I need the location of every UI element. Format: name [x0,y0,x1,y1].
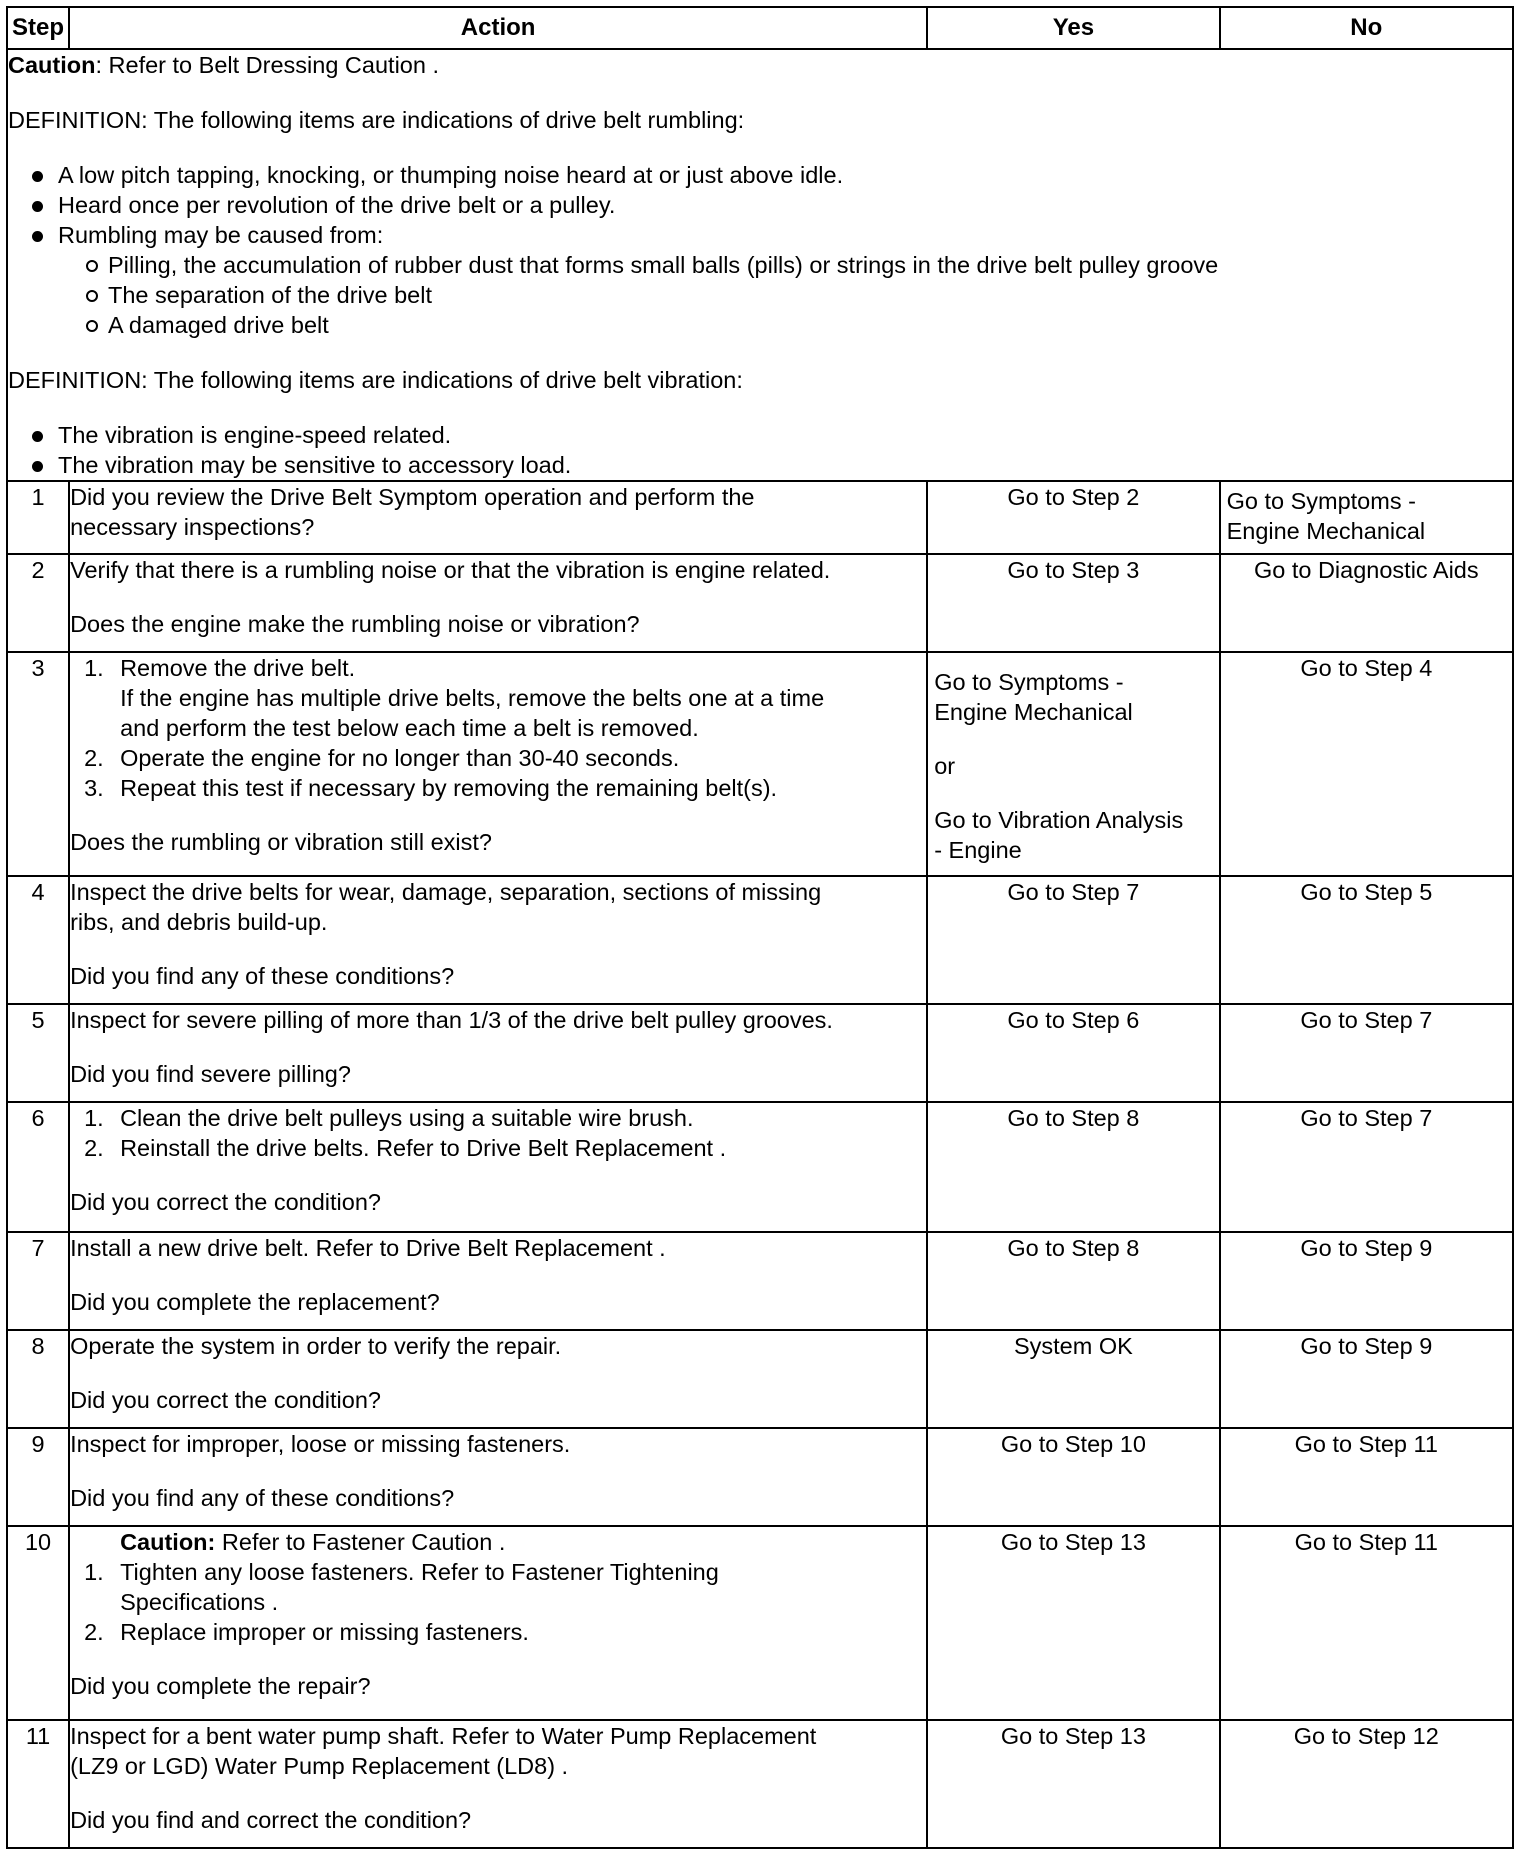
table-row [7,1102,1513,1232]
yes-cell [927,652,1219,876]
yes-cell: Go to Step 6 [927,1004,1219,1102]
caution-label: Caution [8,52,96,78]
yes-text: Engine Mechanical [934,699,1133,725]
list-item [70,743,926,773]
item-number: 2. [84,745,104,771]
yes-cell: Go to Step 13 [927,1720,1219,1848]
step-number: 11 [7,1720,69,1848]
list-item [70,1133,926,1163]
step-number: 5 [7,1004,69,1102]
table-row [7,652,1513,876]
action-text: Install a new drive belt. Refer to Drive Belt Replacement . [70,1235,666,1261]
yes-cell: System OK [927,1330,1219,1428]
intro-cell [7,49,1513,481]
action-cell [69,1232,927,1330]
yes-text: or [934,753,956,779]
table-row [7,1330,1513,1428]
fastener-caution [70,1527,926,1557]
belt-dressing-caution [8,50,1512,80]
header-step: Step [7,7,69,49]
action-question: Did you find and correct the condition? [70,1807,472,1833]
no-text: Engine Mechanical [1226,518,1426,544]
list-item [70,773,926,803]
action-question: Did you find severe pilling? [70,1061,351,1087]
item-number: 1. [84,1105,104,1131]
table-row [7,481,1513,554]
yes-text: - Engine [934,837,1022,863]
list-item: A low pitch tapping, knocking, or thumping noise heard at or just above idle. [8,160,1512,190]
action-cell [69,1526,927,1720]
list-item [70,653,926,743]
action-question: Does the engine make the rumbling noise or vibration? [70,611,640,637]
list-item-text: Rumbling may be caused from: [58,222,384,248]
intro-row [7,49,1513,481]
list-item: The separation of the drive belt [8,280,1512,310]
item-number: 2. [84,1135,104,1161]
action-cell [69,1330,927,1428]
yes-text: Go to Vibration Analysis [934,807,1184,833]
rumbling-definition: DEFINITION: The following items are indications of drive belt rumbling: [8,107,745,133]
action-cell [69,1004,927,1102]
yes-cell: Go to Step 2 [927,481,1219,554]
item-number: 1. [84,655,104,681]
header-action: Action [69,7,927,49]
no-cell: Go to Step 9 [1220,1330,1513,1428]
list-item: Pilling, the accumulation of rubber dust that forms small balls (pills) or strings in the drive belt pulley groove [8,250,1512,280]
step-number: 8 [7,1330,69,1428]
action-question: Did you correct the condition? [70,1189,381,1215]
header-no: No [1220,7,1513,49]
list-item [70,1103,926,1133]
item-number: 3. [84,775,104,801]
action-cell [69,481,927,554]
vibration-definition: DEFINITION: The following items are indications of drive belt vibration: [8,367,743,393]
procedure-list [70,1103,926,1163]
action-cell [69,652,927,876]
no-cell: Go to Step 9 [1220,1232,1513,1330]
no-cell: Go to Step 7 [1220,1102,1513,1232]
item-number: 1. [84,1559,104,1585]
action-text: necessary inspections? [70,514,315,540]
action-cell [69,1720,927,1848]
action-text: Inspect for a bent water pump shaft. Refer to Water Pump Replacement [70,1723,817,1749]
item-text: Reinstall the drive belts. Refer to Drive Belt Replacement . [120,1135,727,1161]
action-question: Did you correct the condition? [70,1387,381,1413]
action-cell [69,1428,927,1526]
rumbling-causes-list [8,250,1512,340]
step-number: 2 [7,554,69,652]
item-text: Clean the drive belt pulleys using a suitable wire brush. [120,1105,694,1131]
step-number: 3 [7,652,69,876]
item-text: and perform the test below each time a belt is removed. [120,715,699,741]
diagnostic-table-container [6,6,1514,1849]
caution-text: : Refer to Belt Dressing Caution . [95,52,439,78]
no-text: Go to Symptoms - [1226,488,1416,514]
action-question: Did you find any of these conditions? [70,963,455,989]
step-number: 6 [7,1102,69,1232]
vibration-indications-list [8,420,1512,480]
yes-cell: Go to Step 7 [927,876,1219,1004]
action-text: Inspect the drive belts for wear, damage, separation, sections of missing [70,879,822,905]
table-row [7,876,1513,1004]
action-cell [69,876,927,1004]
table-row [7,1232,1513,1330]
table-row [7,1004,1513,1102]
table-row [7,554,1513,652]
no-cell: Go to Step 5 [1220,876,1513,1004]
list-item: The vibration may be sensitive to accessory load. [8,450,1512,480]
caution-label: Caution: [120,1529,216,1555]
no-cell: Go to Step 4 [1220,652,1513,876]
step-number: 9 [7,1428,69,1526]
item-text: Repeat this test if necessary by removing the remaining belt(s). [120,775,778,801]
item-text: Tighten any loose fasteners. Refer to Fastener Tightening [120,1559,719,1585]
action-cell [69,1102,927,1232]
table-row [7,1428,1513,1526]
step-number: 7 [7,1232,69,1330]
yes-cell: Go to Step 13 [927,1526,1219,1720]
table-row [7,1526,1513,1720]
step-number: 10 [7,1526,69,1720]
list-item [70,1617,926,1647]
header-row [7,7,1513,49]
caution-text: Refer to Fastener Caution . [215,1529,506,1555]
list-item: Heard once per revolution of the drive belt or a pulley. [8,190,1512,220]
action-question: Did you complete the repair? [70,1673,371,1699]
no-cell: Go to Step 7 [1220,1004,1513,1102]
action-text: Did you review the Drive Belt Symptom operation and perform the [70,484,755,510]
yes-text: Go to Symptoms - [934,669,1124,695]
action-cell [69,554,927,652]
table-row [7,1720,1513,1848]
no-cell: Go to Step 11 [1220,1526,1513,1720]
yes-cell: Go to Step 10 [927,1428,1219,1526]
no-cell [1220,481,1513,554]
action-text: ribs, and debris build-up. [70,909,328,935]
no-cell: Go to Diagnostic Aids [1220,554,1513,652]
no-cell: Go to Step 12 [1220,1720,1513,1848]
action-text: Verify that there is a rumbling noise or that the vibration is engine related. [70,557,831,583]
item-text: If the engine has multiple drive belts, remove the belts one at a time [120,685,825,711]
procedure-list [70,1557,926,1647]
list-item: The vibration is engine-speed related. [8,420,1512,450]
procedure-list [70,653,926,803]
item-text: Specifications . [120,1589,279,1615]
action-text: Operate the system in order to verify the repair. [70,1333,562,1359]
list-item [70,1557,926,1617]
item-text: Operate the engine for no longer than 30-40 seconds. [120,745,680,771]
action-text: (LZ9 or LGD) Water Pump Replacement (LD8) . [70,1753,569,1779]
action-question: Does the rumbling or vibration still exist? [70,829,492,855]
list-item: A damaged drive belt [8,310,1512,340]
diagnostic-table [6,6,1514,1849]
yes-cell: Go to Step 3 [927,554,1219,652]
item-text: Remove the drive belt. [120,655,356,681]
action-text: Inspect for improper, loose or missing fasteners. [70,1431,571,1457]
no-cell: Go to Step 11 [1220,1428,1513,1526]
action-text: Inspect for severe pilling of more than 1/3 of the drive belt pulley grooves. [70,1007,833,1033]
step-number: 4 [7,876,69,1004]
yes-cell: Go to Step 8 [927,1232,1219,1330]
item-text: Replace improper or missing fasteners. [120,1619,529,1645]
action-question: Did you complete the replacement? [70,1289,440,1315]
list-item [8,220,1512,340]
header-yes: Yes [927,7,1219,49]
item-number: 2. [84,1619,104,1645]
yes-cell: Go to Step 8 [927,1102,1219,1232]
rumbling-indications-list [8,160,1512,340]
action-question: Did you find any of these conditions? [70,1485,455,1511]
step-number: 1 [7,481,69,554]
